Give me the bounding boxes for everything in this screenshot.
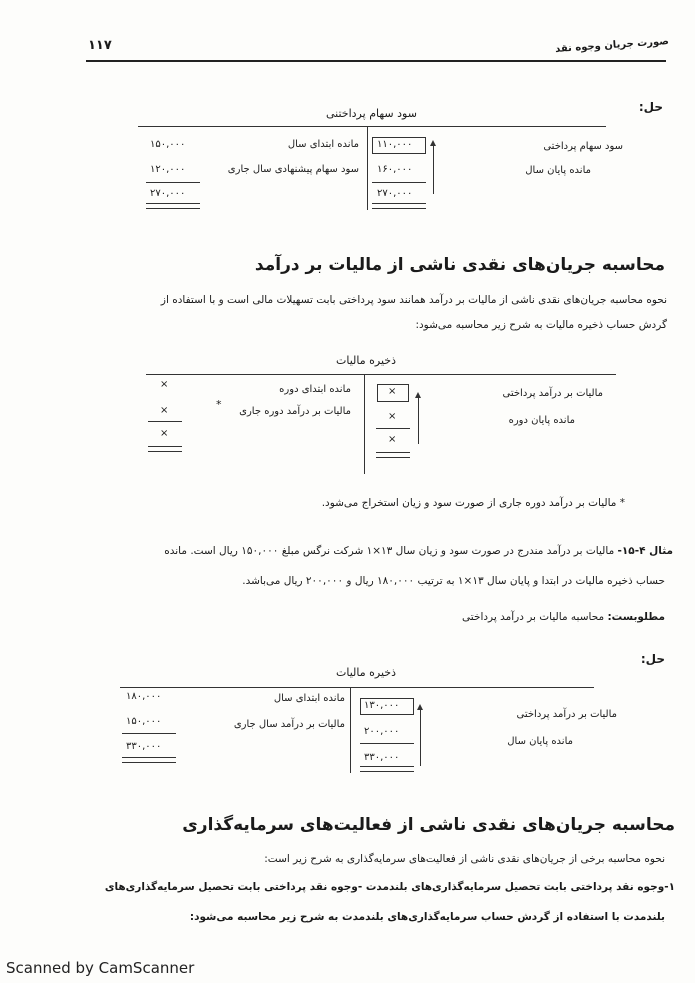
debit-amount: × bbox=[388, 411, 397, 422]
example-label: مثال ۴-۱۵- bbox=[617, 545, 673, 557]
footnote: * مالیات بر درآمد دوره جاری از صورت سود و زیان استخراج می‌شود. bbox=[321, 497, 625, 509]
scanner-watermark: Scanned by CamScanner bbox=[6, 959, 195, 977]
account-title: ذخیره مالیات bbox=[336, 354, 396, 367]
required-label: مطلوبست: bbox=[607, 611, 665, 623]
solution-label: حل: bbox=[640, 652, 665, 666]
required-line bbox=[462, 611, 665, 623]
debit-total: × bbox=[388, 434, 397, 445]
solution-label: حل: bbox=[638, 100, 663, 114]
double-underline bbox=[360, 766, 414, 772]
example-line bbox=[164, 545, 673, 557]
sum-rule bbox=[376, 428, 410, 429]
arrow-up-icon bbox=[418, 398, 419, 444]
section-heading: محاسبه جریان‌های نقدی ناشی از فعالیت‌های سرمایه‌گذاری bbox=[182, 815, 675, 835]
debit-total: ۲۷۰,۰۰۰ bbox=[377, 188, 413, 199]
credit-label: مانده ابتدای سال bbox=[273, 693, 345, 704]
debit-label: مانده پایان سال bbox=[507, 736, 573, 747]
debit-amount: × bbox=[388, 386, 397, 397]
asterisk-marker: * bbox=[216, 398, 222, 411]
debit-amount: ۱۳۰,۰۰۰ bbox=[364, 700, 400, 711]
arrow-up-icon bbox=[420, 710, 421, 766]
credit-amount: × bbox=[160, 379, 169, 390]
credit-amount: ۱۸۰,۰۰۰ bbox=[126, 691, 162, 702]
credit-total: × bbox=[160, 428, 169, 439]
credit-label: مالیات بر درآمد سال جاری bbox=[233, 719, 345, 730]
double-underline bbox=[122, 757, 176, 763]
list-item-line: بلندمدت با استفاده از گردش حساب سرمایه‌گذاری‌های بلندمدت به شرح زیر محاسبه می‌شود: bbox=[189, 911, 665, 923]
sum-rule bbox=[360, 743, 414, 744]
credit-label: مانده ابتدای دوره bbox=[279, 384, 351, 395]
debit-label: مانده پایان دوره bbox=[508, 415, 575, 426]
double-underline bbox=[148, 446, 182, 452]
credit-amount: ۱۵۰,۰۰۰ bbox=[150, 139, 186, 150]
sum-rule bbox=[146, 182, 200, 183]
required-text: محاسبه مالیات بر درآمد پرداختی bbox=[462, 611, 605, 623]
debit-amount: ۲۰۰,۰۰۰ bbox=[364, 726, 400, 737]
t-account-divider bbox=[367, 126, 368, 210]
debit-amount: ۱۱۰,۰۰۰ bbox=[377, 139, 413, 150]
credit-total: ۲۷۰,۰۰۰ bbox=[150, 188, 186, 199]
debit-label: مالیات بر درآمد پرداختی bbox=[502, 388, 603, 399]
sum-rule bbox=[122, 733, 176, 734]
t-account-top-rule bbox=[120, 687, 594, 688]
debit-amount: ۱۶۰,۰۰۰ bbox=[377, 164, 413, 175]
credit-amount: × bbox=[160, 405, 169, 416]
t-account-divider bbox=[350, 687, 351, 773]
debit-label: سود سهام پرداختی bbox=[543, 141, 623, 152]
running-title: صورت جریان وجوه نقد bbox=[554, 36, 670, 55]
debit-label: مانده پایان سال bbox=[525, 165, 591, 176]
credit-amount: ۱۵۰,۰۰۰ bbox=[126, 716, 162, 727]
paragraph-line: نحوه محاسبه جریان‌های نقدی ناشی از مالیات بر درآمد همانند سود پرداختی بابت تسهیلات مالی است و با استفاده از bbox=[160, 294, 667, 306]
sum-rule bbox=[372, 182, 426, 183]
paragraph-line: نحوه محاسبه برخی از جریان‌های نقدی ناشی از فعالیت‌های سرمایه‌گذاری به شرح زیر است: bbox=[264, 853, 665, 865]
credit-label: سود سهام پیشنهادی سال جاری bbox=[227, 164, 359, 175]
double-underline bbox=[372, 203, 426, 209]
paragraph-line: گردش حساب ذخیره مالیات به شرح زیر محاسبه می‌شود: bbox=[415, 319, 667, 331]
credit-label: مالیات بر درآمد دوره جاری bbox=[239, 406, 351, 417]
credit-amount: ۱۲۰,۰۰۰ bbox=[150, 164, 186, 175]
credit-total: ۳۳۰,۰۰۰ bbox=[126, 741, 162, 752]
account-title: سود سهام پرداختنی bbox=[326, 107, 417, 120]
debit-total: ۳۳۰,۰۰۰ bbox=[364, 752, 400, 763]
section-heading: محاسبه جریان‌های نقدی ناشی از مالیات بر درآمد bbox=[254, 255, 665, 275]
sum-rule bbox=[148, 421, 182, 422]
double-underline bbox=[376, 452, 410, 458]
page-number: ۱۱۷ bbox=[88, 38, 112, 53]
account-title: ذخیره مالیات bbox=[336, 666, 396, 679]
arrow-up-icon bbox=[433, 146, 434, 194]
example-text: مالیات بر درآمد مندرج در صورت سود و زیان سال ۱۳×۱ شرکت نرگس مبلغ ۱۵۰,۰۰۰ ریال است. مانده bbox=[164, 545, 615, 557]
header-rule bbox=[86, 60, 666, 62]
double-underline bbox=[146, 203, 200, 209]
t-account-top-rule bbox=[138, 126, 606, 127]
credit-label: مانده ابتدای سال bbox=[287, 139, 359, 150]
t-account-top-rule bbox=[146, 374, 616, 375]
debit-label: مالیات بر درآمد پرداختی bbox=[516, 709, 617, 720]
list-item-line: ۱-وجوه نقد پرداختی بابت تحصیل سرمایه‌گذاری‌های بلندمدت -وجوه نقد پرداختی بابت تحصیل سرمایه‌گذاری‌های bbox=[104, 881, 675, 893]
example-line: حساب ذخیره مالیات در ابتدا و پایان سال ۱۳×۱ به ترتیب ۱۸۰,۰۰۰ ریال و ۲۰۰,۰۰۰ ریال می‌باشد. bbox=[242, 575, 665, 587]
t-account-divider bbox=[364, 374, 365, 474]
